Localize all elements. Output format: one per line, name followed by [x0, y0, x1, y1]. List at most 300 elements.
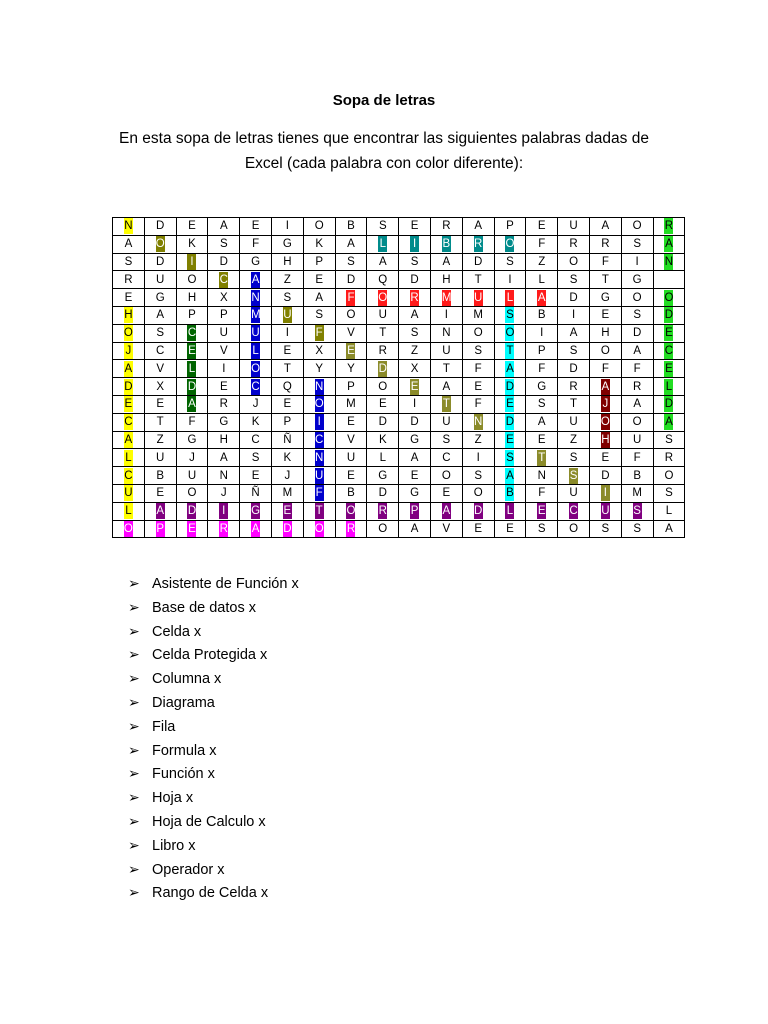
grid-letter: S [124, 255, 133, 268]
grid-cell [144, 467, 176, 485]
grid-cell [653, 431, 685, 449]
grid-cell [462, 360, 494, 378]
grid-letter: D [378, 487, 387, 500]
grid-cell [113, 360, 145, 378]
grid-letter: A [442, 380, 451, 393]
grid-letter: Ñ [283, 433, 292, 446]
grid-letter: F [633, 451, 641, 464]
grid-letter: A [347, 238, 355, 251]
grid-letter: L [665, 380, 673, 393]
grid-cell [367, 484, 399, 502]
grid-letter: E [156, 487, 165, 500]
grid-cell [113, 502, 145, 520]
grid-cell [399, 253, 431, 271]
grid-cell [558, 253, 590, 271]
grid-letter: R [378, 344, 387, 357]
grid-cell [303, 289, 335, 307]
grid-letter: S [315, 309, 324, 322]
grid-cell [240, 360, 272, 378]
grid-letter: S [474, 344, 482, 357]
grid-cell [462, 502, 494, 520]
grid-letter: K [188, 238, 196, 251]
grid-cell [399, 218, 431, 236]
grid-cell [367, 289, 399, 307]
grid-letter: U [601, 505, 610, 518]
grid-letter: Ñ [251, 487, 260, 500]
grid-cell [303, 431, 335, 449]
grid-cell [558, 324, 590, 342]
grid-letter: O [187, 487, 197, 500]
grid-row [113, 360, 685, 378]
grid-cell [494, 395, 526, 413]
grid-cell [176, 324, 208, 342]
grid-letter: P [347, 380, 355, 393]
grid-cell [144, 431, 176, 449]
grid-cell [621, 449, 653, 467]
grid-letter: E [283, 398, 292, 411]
grid-cell [589, 342, 621, 360]
grid-cell [271, 413, 303, 431]
grid-cell [430, 271, 462, 289]
grid-cell [558, 235, 590, 253]
arrowhead-bullet-icon: ➢ [128, 860, 140, 877]
grid-cell [303, 413, 335, 431]
grid-cell [494, 271, 526, 289]
grid-cell [494, 520, 526, 538]
grid-cell [621, 413, 653, 431]
grid-letter: H [601, 433, 610, 446]
grid-letter: N [251, 291, 260, 304]
grid-cell [367, 324, 399, 342]
grid-letter: M [346, 398, 356, 411]
grid-cell [271, 253, 303, 271]
grid-cell [113, 235, 145, 253]
grid-letter: A [219, 220, 228, 233]
grid-cell [144, 484, 176, 502]
grid-cell [526, 449, 558, 467]
grid-letter: M [632, 487, 642, 500]
grid-cell [526, 235, 558, 253]
grid-row [113, 502, 685, 520]
grid-letter: F [188, 416, 196, 429]
grid-letter: E [347, 416, 355, 429]
grid-letter: D [156, 220, 165, 233]
grid-cell [430, 289, 462, 307]
grid-cell [653, 342, 685, 360]
grid-cell [494, 484, 526, 502]
grid-letter: R [219, 398, 228, 411]
grid-letter: G [600, 291, 610, 304]
grid-cell [621, 484, 653, 502]
grid-letter: D [378, 416, 387, 429]
grid-cell [621, 520, 653, 538]
grid-cell [176, 431, 208, 449]
grid-cell [653, 253, 685, 271]
grid-cell [144, 342, 176, 360]
grid-letter: H [219, 433, 228, 446]
grid-letter: L [125, 451, 132, 464]
grid-letter: G [378, 469, 388, 482]
grid-cell [462, 324, 494, 342]
grid-cell [589, 467, 621, 485]
grid-letter: E [347, 469, 355, 482]
grid-letter: J [125, 344, 132, 357]
grid-letter: A [506, 362, 514, 375]
grid-letter: T [506, 344, 514, 357]
grid-letter: S [569, 344, 578, 357]
grid-letter: D [124, 380, 133, 393]
grid-letter: R [442, 220, 451, 233]
grid-cell [558, 306, 590, 324]
grid-cell [558, 467, 590, 485]
grid-cell [240, 324, 272, 342]
grid-letter: E [601, 309, 610, 322]
grid-letter: A [156, 309, 165, 322]
grid-cell [113, 413, 145, 431]
grid-cell [589, 449, 621, 467]
grid-cell [526, 253, 558, 271]
grid-letter: C [156, 344, 165, 357]
grid-cell [240, 289, 272, 307]
grid-letter: C [569, 505, 578, 518]
grid-cell [399, 360, 431, 378]
grid-letter: S [569, 469, 578, 482]
grid-cell [335, 289, 367, 307]
grid-letter: R [346, 522, 356, 535]
grid-letter: C [187, 327, 197, 340]
grid-row [113, 306, 685, 324]
grid-cell [367, 431, 399, 449]
grid-cell [526, 271, 558, 289]
grid-letter: O [632, 220, 642, 233]
grid-cell [240, 449, 272, 467]
grid-letter: S [156, 327, 165, 340]
grid-letter: E [156, 398, 165, 411]
grid-cell [240, 413, 272, 431]
grid-letter: Y [347, 362, 355, 375]
grid-cell [462, 235, 494, 253]
grid-cell [335, 235, 367, 253]
grid-letter: L [188, 362, 196, 375]
grid-cell [208, 395, 240, 413]
grid-cell [176, 306, 208, 324]
grid-cell [208, 218, 240, 236]
grid-cell [335, 324, 367, 342]
grid-cell [208, 324, 240, 342]
grid-letter: P [315, 255, 324, 268]
grid-letter: E [188, 522, 196, 535]
grid-cell [653, 218, 685, 236]
grid-cell [240, 378, 272, 396]
grid-letter: D [346, 273, 356, 286]
grid-letter: O [664, 469, 674, 482]
grid-cell [621, 271, 653, 289]
grid-cell [144, 449, 176, 467]
grid-letter: D [569, 362, 578, 375]
grid-letter: B [506, 487, 514, 500]
grid-letter: U [474, 291, 483, 304]
grid-letter: L [252, 344, 259, 357]
grid-cell [113, 306, 145, 324]
grid-cell [462, 342, 494, 360]
grid-cell [653, 306, 685, 324]
grid-letter: E [283, 344, 292, 357]
grid-row [113, 271, 685, 289]
grid-cell [558, 484, 590, 502]
grid-letter: E [665, 327, 673, 340]
grid-letter: O [251, 362, 261, 375]
grid-letter: A [601, 220, 610, 233]
grid-cell [144, 360, 176, 378]
grid-letter: Z [283, 273, 291, 286]
grid-letter: V [442, 522, 451, 535]
grid-letter: O [600, 344, 610, 357]
grid-cell [335, 342, 367, 360]
grid-letter: L [506, 505, 514, 518]
grid-row [113, 378, 685, 396]
grid-cell [271, 431, 303, 449]
word-list-item [128, 691, 299, 715]
grid-cell [526, 342, 558, 360]
grid-cell [208, 253, 240, 271]
grid-cell [240, 395, 272, 413]
grid-letter: S [506, 309, 514, 322]
grid-cell [462, 271, 494, 289]
grid-letter: S [410, 327, 419, 340]
grid-letter: N [315, 380, 324, 393]
arrowhead-bullet-icon: ➢ [128, 812, 140, 829]
word-list-item [128, 834, 299, 858]
grid-letter: D [474, 255, 483, 268]
grid-letter: T [283, 362, 291, 375]
grid-letter: S [633, 505, 641, 518]
grid-letter: S [537, 522, 546, 535]
grid-cell [240, 218, 272, 236]
grid-row [113, 342, 685, 360]
grid-letter: F [601, 255, 609, 268]
grid-cell [494, 324, 526, 342]
grid-letter: B [347, 487, 355, 500]
grid-letter: U [569, 487, 578, 500]
grid-cell [335, 502, 367, 520]
grid-cell [113, 324, 145, 342]
word-text: Celda x [152, 623, 202, 640]
grid-cell [208, 306, 240, 324]
grid-letter: M [473, 309, 483, 322]
grid-cell [335, 520, 367, 538]
grid-cell [144, 502, 176, 520]
grid-cell [335, 253, 367, 271]
grid-cell [526, 395, 558, 413]
grid-cell [176, 467, 208, 485]
grid-letter: O [505, 327, 515, 340]
grid-cell [271, 360, 303, 378]
grid-letter: A [124, 433, 133, 446]
grid-letter: I [635, 255, 639, 268]
grid-cell [367, 520, 399, 538]
grid-cell [367, 467, 399, 485]
grid-cell [653, 378, 685, 396]
grid-letter: L [379, 451, 386, 464]
grid-letter: S [665, 487, 673, 500]
grid-letter: B [442, 238, 451, 251]
grid-letter: U [251, 327, 260, 340]
grid-cell [271, 395, 303, 413]
grid-letter: O [123, 327, 133, 340]
grid-letter: O [314, 398, 324, 411]
grid-letter: B [347, 220, 355, 233]
grid-letter: A [124, 238, 133, 251]
grid-letter: S [633, 238, 641, 251]
grid-letter: O [187, 273, 197, 286]
grid-cell [367, 502, 399, 520]
grid-letter: I [222, 362, 226, 375]
grid-letter: J [284, 469, 291, 482]
grid-cell [208, 413, 240, 431]
grid-letter: P [410, 505, 419, 518]
word-text: Fila [152, 718, 176, 735]
grid-cell [399, 342, 431, 360]
grid-letter: D [664, 309, 674, 322]
arrowhead-bullet-icon: ➢ [128, 717, 140, 734]
grid-cell [176, 235, 208, 253]
grid-cell [430, 449, 462, 467]
grid-letter: S [569, 451, 578, 464]
grid-cell [621, 378, 653, 396]
word-list-item [128, 715, 299, 739]
grid-letter: U [442, 416, 451, 429]
grid-letter: O [505, 238, 515, 251]
grid-row [113, 413, 685, 431]
grid-letter: R [664, 220, 674, 233]
grid-letter: E [219, 380, 228, 393]
grid-letter: D [601, 469, 610, 482]
grid-cell [240, 484, 272, 502]
grid-letter: G [155, 291, 165, 304]
grid-cell [335, 271, 367, 289]
grid-letter: U [569, 220, 578, 233]
grid-cell [462, 520, 494, 538]
grid-letter: S [506, 451, 514, 464]
grid-letter: R [474, 238, 483, 251]
word-list-item [128, 786, 299, 810]
grid-cell [240, 306, 272, 324]
grid-cell [621, 342, 653, 360]
grid-letter: J [220, 487, 227, 500]
grid-cell [462, 449, 494, 467]
grid-letter: E [410, 469, 419, 482]
grid-letter: E [537, 220, 546, 233]
grid-cell [303, 360, 335, 378]
grid-letter: N [219, 469, 228, 482]
grid-cell [144, 395, 176, 413]
grid-letter: T [442, 362, 450, 375]
grid-cell [653, 484, 685, 502]
grid-letter: M [441, 291, 452, 304]
grid-cell [176, 218, 208, 236]
grid-cell [144, 306, 176, 324]
grid-cell [303, 467, 335, 485]
grid-letter: D [474, 505, 483, 518]
grid-cell [176, 378, 208, 396]
grid-letter: O [378, 522, 388, 535]
grid-letter: D [410, 416, 419, 429]
grid-letter: H [187, 291, 197, 304]
grid-cell [113, 218, 145, 236]
word-text: Diagrama [152, 694, 215, 711]
grid-letter: C [251, 433, 260, 446]
grid-letter: O [441, 469, 451, 482]
arrowhead-bullet-icon: ➢ [128, 765, 140, 782]
grid-letter: A [442, 255, 451, 268]
grid-cell [208, 378, 240, 396]
grid-letter: X [219, 291, 228, 304]
grid-cell [208, 449, 240, 467]
grid-letter: A [537, 291, 546, 304]
grid-cell [589, 324, 621, 342]
grid-cell [589, 253, 621, 271]
grid-cell [335, 306, 367, 324]
grid-letter: A [665, 522, 673, 535]
grid-cell [526, 289, 558, 307]
grid-cell [589, 271, 621, 289]
word-list [128, 572, 299, 905]
grid-cell [144, 235, 176, 253]
grid-letter: F [633, 362, 641, 375]
grid-cell [208, 520, 240, 538]
grid-letter: F [315, 327, 323, 340]
grid-cell [367, 253, 399, 271]
grid-cell [367, 218, 399, 236]
grid-letter: O [569, 522, 579, 535]
grid-letter: Z [411, 344, 419, 357]
grid-letter: E [251, 220, 260, 233]
grid-letter: S [665, 433, 673, 446]
grid-cell [462, 413, 494, 431]
grid-letter: O [346, 309, 356, 322]
grid-cell [367, 395, 399, 413]
grid-cell [558, 395, 590, 413]
grid-letter: R [410, 291, 419, 304]
grid-cell [335, 449, 367, 467]
grid-letter: I [219, 503, 228, 519]
grid-cell [208, 289, 240, 307]
grid-letter: G [410, 487, 420, 500]
grid-cell [621, 395, 653, 413]
grid-cell [621, 235, 653, 253]
grid-cell [367, 360, 399, 378]
word-list-item [128, 643, 299, 667]
grid-letter: O [155, 238, 165, 251]
grid-letter: U [442, 344, 451, 357]
grid-cell [271, 342, 303, 360]
grid-letter: E [474, 380, 482, 393]
grid-row [113, 449, 685, 467]
grid-letter: H [442, 273, 451, 286]
grid-cell [113, 520, 145, 538]
grid-cell [335, 484, 367, 502]
grid-row [113, 235, 685, 253]
grid-cell [462, 253, 494, 271]
grid-cell [176, 360, 208, 378]
grid-row [113, 431, 685, 449]
grid-cell [144, 218, 176, 236]
grid-letter: Z [570, 433, 578, 446]
grid-letter: I [410, 236, 419, 252]
grid-cell [430, 413, 462, 431]
grid-cell [653, 413, 685, 431]
grid-cell [399, 324, 431, 342]
